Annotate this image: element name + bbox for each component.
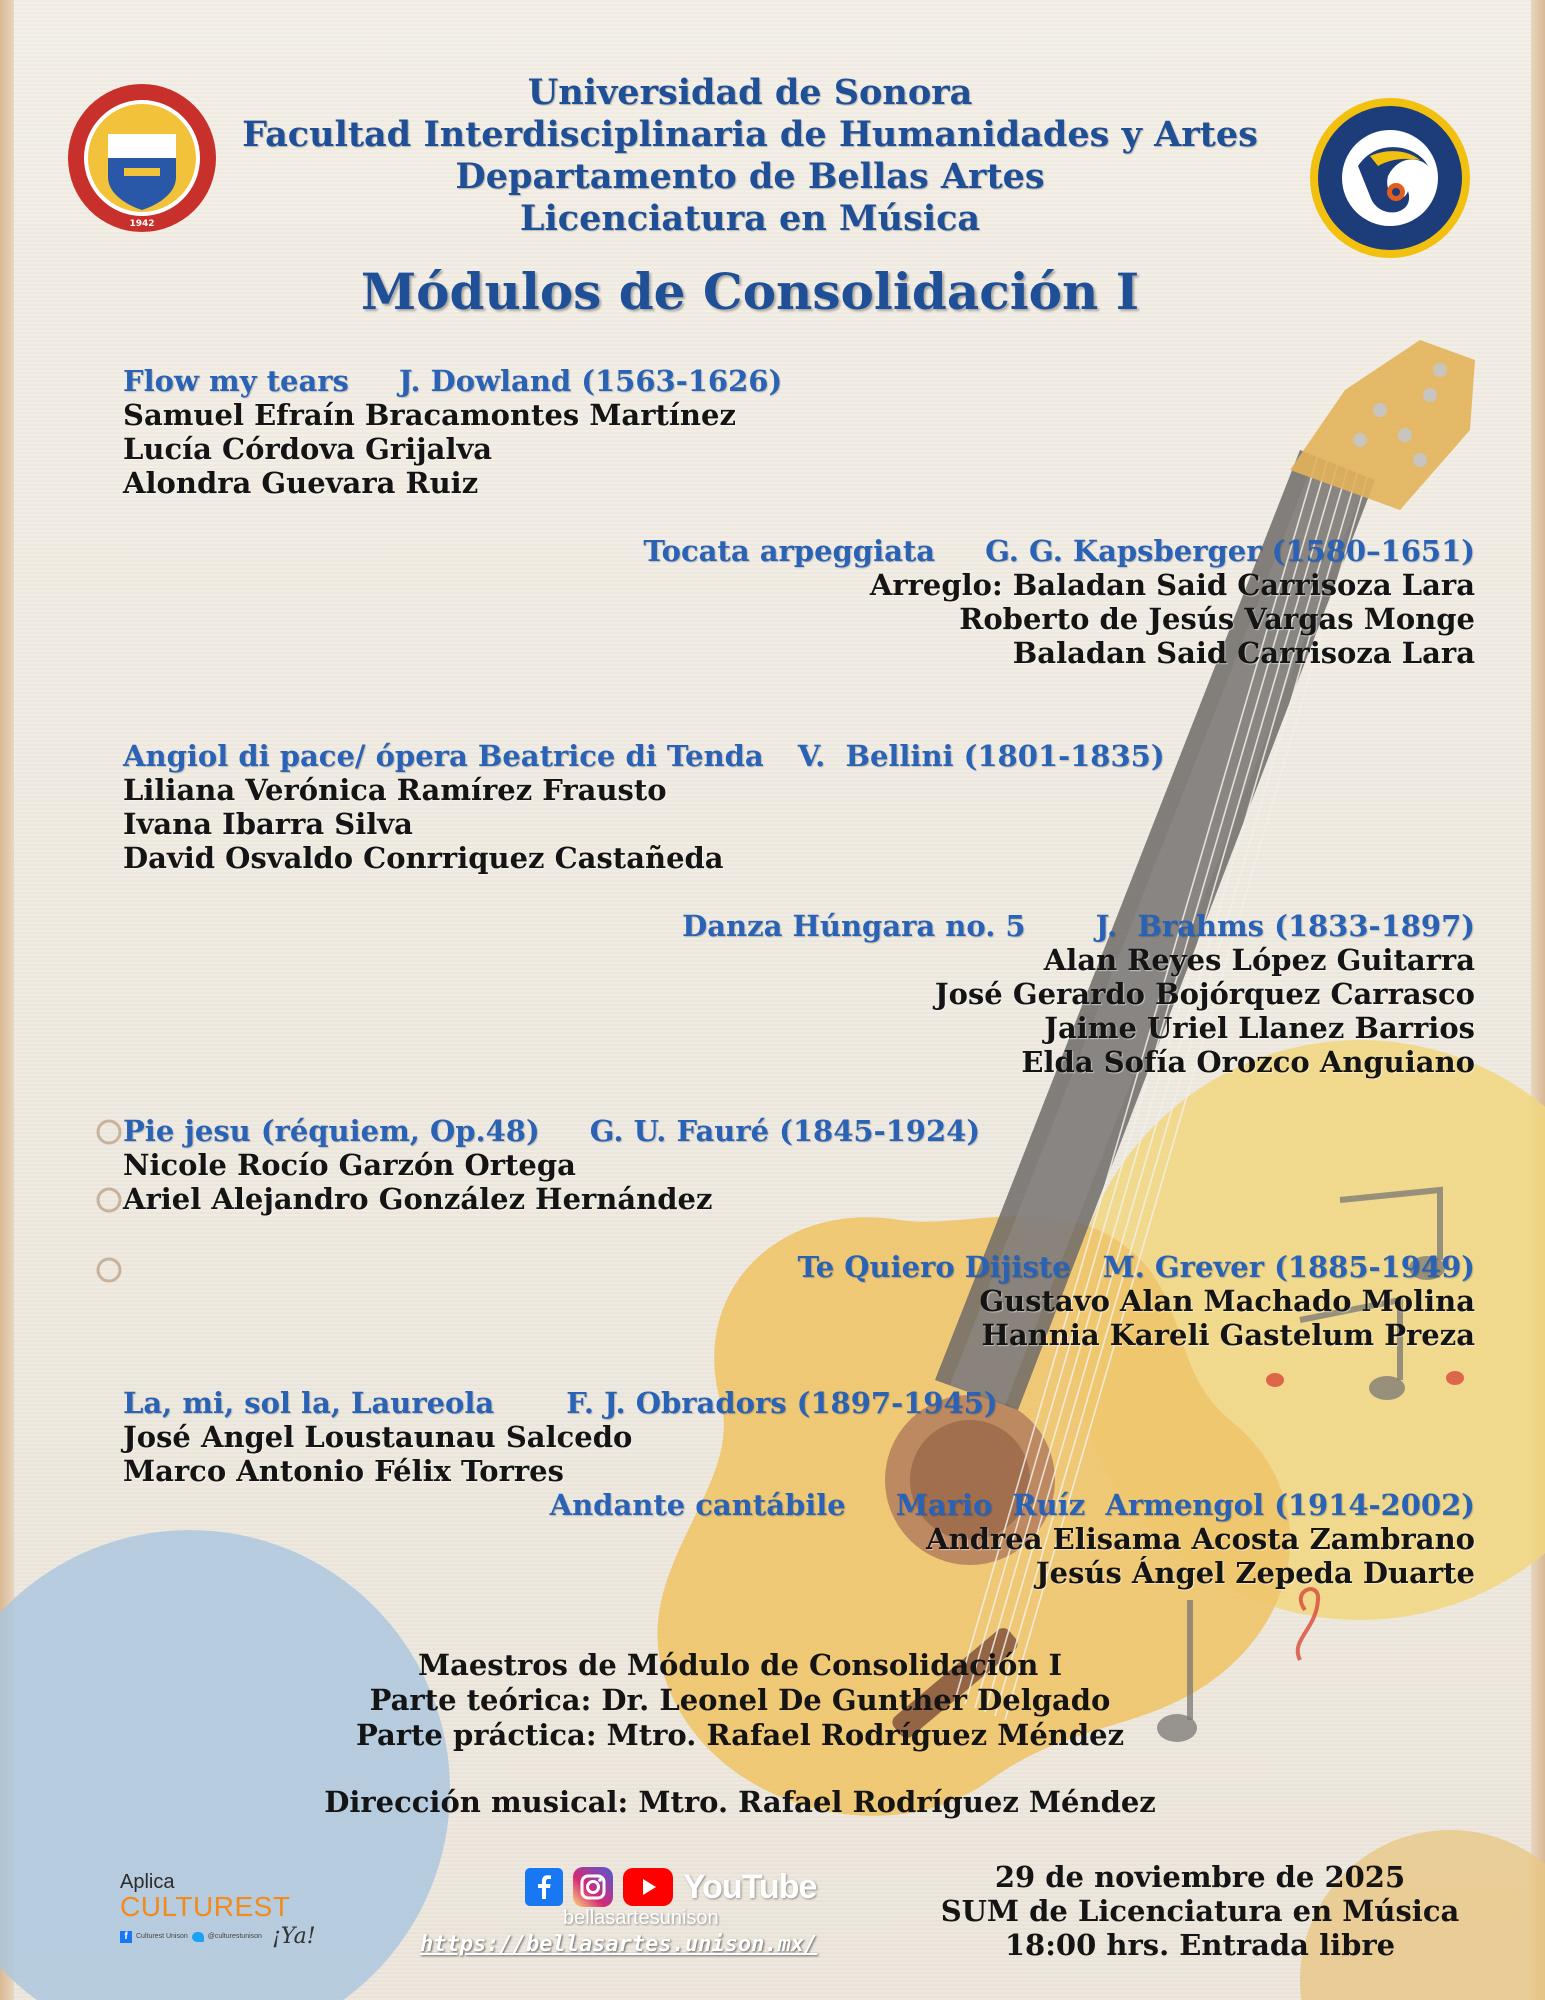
performer-name: Lucía Córdova Grijalva	[123, 432, 493, 466]
universidad-de-sonora-seal	[66, 82, 218, 234]
performer-name: Elda Sofía Orozco Anguiano	[1021, 1045, 1475, 1079]
performer-name: Jesús Ángel Zepeda Duarte	[1035, 1556, 1475, 1590]
performer-name: Alan Reyes López Guitarra	[1043, 943, 1475, 977]
theory-teacher: Parte teórica: Dr. Leonel De Gunther Delgado	[369, 1683, 1111, 1717]
piece-composer: Mario Ruíz Armengol (1914-2002)	[895, 1488, 1475, 1522]
performer-name: Baladan Said Carrisoza Lara	[1012, 636, 1475, 670]
performer-name: Ariel Alejandro González Hernández	[123, 1182, 713, 1216]
performer-name: José Angel Loustaunau Salcedo	[123, 1420, 633, 1454]
piece-composer: F. J. Obradors (1897-1945)	[566, 1386, 998, 1420]
culturest-tagline: ¡Ya!	[271, 1924, 316, 1949]
performer-name: Marco Antonio Félix Torres	[123, 1454, 564, 1488]
performer-name: Roberto de Jesús Vargas Monge	[959, 602, 1475, 636]
performer-name: Ivana Ibarra Silva	[123, 807, 413, 841]
performer-name: José Gerardo Bojórquez Carrasco	[934, 977, 1475, 1011]
institution-header	[230, 72, 1270, 240]
social-handle: bellasartesunison	[563, 1907, 719, 1929]
culturest-brand: CULTUREST	[120, 1891, 291, 1922]
program-piece	[123, 739, 1165, 875]
website-link[interactable]: https://bellasartes.unison.mx/	[420, 1932, 818, 1957]
program-piece	[123, 1386, 998, 1488]
facebook-icon[interactable]	[525, 1868, 563, 1906]
social-links	[525, 1867, 825, 1930]
practice-teacher: Parte práctica: Mtro. Rafael Rodríguez Méndez	[355, 1718, 1125, 1752]
piece-composer: G. U. Fauré (1845-1924)	[589, 1114, 981, 1148]
piece-title: Tocata arpeggiata	[643, 534, 936, 568]
page-title: Módulos de Consolidación I	[360, 262, 1140, 321]
performer-name: Nicole Rocío Garzón Ortega	[123, 1148, 576, 1182]
performer-name: Gustavo Alan Machado Molina	[979, 1284, 1475, 1318]
event-date: 29 de noviembre de 2025	[994, 1860, 1406, 1894]
program-piece	[682, 909, 1475, 1079]
piece-composer: V. Bellini (1801-1835)	[797, 739, 1165, 773]
teachers-heading: Maestros de Módulo de Consolidación I	[417, 1648, 1063, 1682]
piece-title: Pie jesu (réquiem, Op.48)	[123, 1114, 540, 1148]
facebook-icon: f	[120, 1931, 132, 1943]
piece-composer: G. G. Kapsberger (1580–1651)	[985, 534, 1475, 568]
culturest-twitter-handle: @culturestunison	[207, 1933, 262, 1940]
piece-title: La, mi, sol la, Laureola	[123, 1386, 495, 1420]
bellas-artes-seal	[1308, 96, 1472, 260]
piece-composer: J. Dowland (1563-1626)	[398, 364, 783, 398]
performer-name: Alondra Guevara Ruiz	[123, 466, 479, 500]
event-time: 18:00 hrs. Entrada libre	[1004, 1928, 1396, 1962]
program-piece	[643, 534, 1475, 670]
piece-title: Danza Húngara no. 5	[682, 909, 1026, 943]
culturest-facebook-handle: Culturest Unison	[136, 1933, 188, 1940]
performer-name: Andrea Elisama Acosta Zambrano	[926, 1522, 1475, 1556]
program-piece	[550, 1488, 1475, 1590]
faculty-name: Facultad Interdisciplinaria de Humanidades y Artes	[242, 114, 1258, 155]
event-info	[930, 1860, 1470, 1962]
department-name: Departamento de Bellas Artes	[455, 156, 1045, 197]
svg-text:1942: 1942	[129, 219, 155, 229]
performer-name: Jaime Uriel Llanez Barrios	[1044, 1011, 1475, 1045]
piece-composer: M. Grever (1885-1949)	[1102, 1250, 1475, 1284]
performer-name: Liliana Verónica Ramírez Frausto	[123, 773, 667, 807]
performer-name: David Osvaldo Conrriquez Castañeda	[123, 841, 724, 875]
performer-name: Arreglo: Baladan Said Carrisoza Lara	[869, 568, 1475, 602]
culturest-logo	[120, 1872, 316, 1949]
twitter-icon	[192, 1932, 204, 1942]
youtube-icon[interactable]	[623, 1868, 673, 1906]
piece-title: Te Quiero Dijiste	[797, 1250, 1071, 1284]
program-piece	[123, 1114, 980, 1216]
youtube-label: YouTube	[683, 1867, 817, 1906]
piece-composer: J. Brahms (1833-1897)	[1095, 909, 1475, 943]
teachers-block	[300, 1648, 1180, 1753]
musical-direction: Dirección musical: Mtro. Rafael Rodríguez Méndez	[324, 1785, 1156, 1819]
program-piece	[797, 1250, 1475, 1352]
program-piece	[123, 364, 782, 500]
program-name: Licenciatura en Música	[519, 198, 981, 239]
performer-name: Samuel Efraín Bracamontes Martínez	[123, 398, 736, 432]
piece-title: Andante cantábile	[549, 1488, 846, 1522]
performer-name: Hannia Kareli Gastelum Preza	[981, 1318, 1475, 1352]
culturest-aplica: Aplica	[120, 1871, 175, 1893]
university-name: Universidad de Sonora	[527, 72, 973, 113]
piece-title: Angiol di pace/ ópera Beatrice di Tenda	[123, 739, 764, 773]
piece-title: Flow my tears	[123, 364, 349, 398]
instagram-icon[interactable]	[573, 1867, 613, 1907]
event-venue: SUM de Licenciatura en Música	[940, 1894, 1460, 1928]
